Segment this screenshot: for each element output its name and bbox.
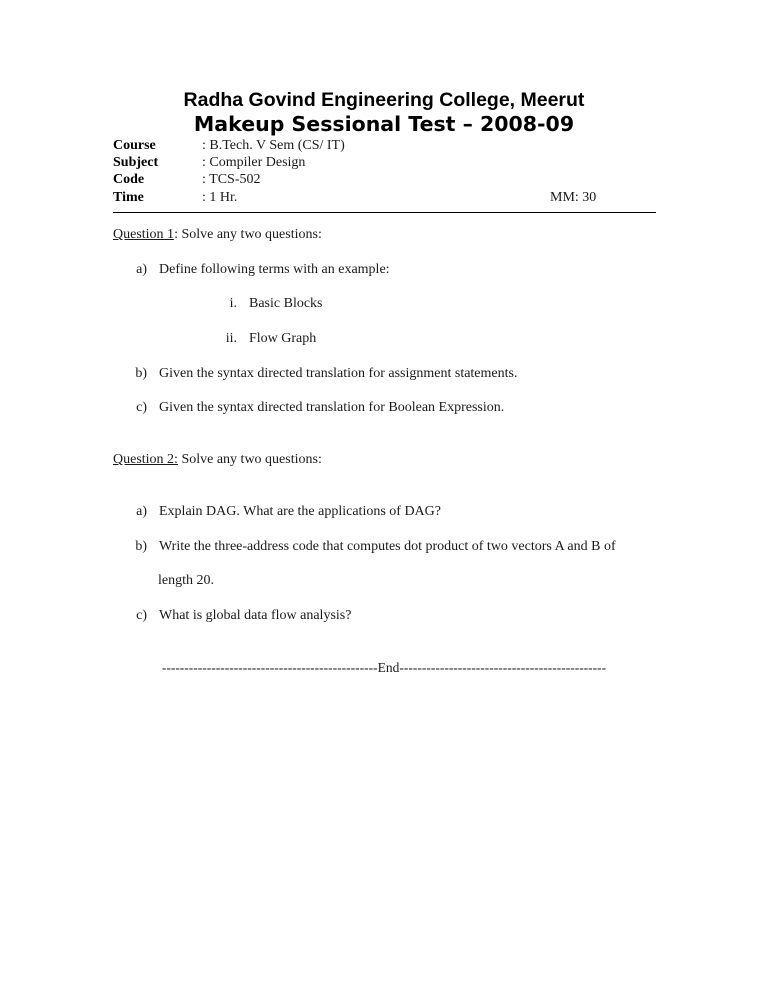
item-text: Write the three-address code that computes dot product of two vectors A and B of — [159, 539, 616, 554]
max-marks: MM: 30 — [550, 190, 597, 205]
item-text: Define following terms with an example: — [159, 262, 390, 277]
question-1-instruction: : Solve any two questions: — [174, 227, 322, 242]
subject-label: Subject — [113, 155, 159, 170]
item-text-continuation: length 20. — [158, 573, 214, 588]
item-marker: b) — [135, 366, 147, 381]
item-text: Explain DAG. What are the applications of DAG? — [159, 504, 441, 519]
item-marker: a) — [136, 262, 147, 277]
item-marker: c) — [136, 400, 147, 415]
item-text: What is global data flow analysis? — [159, 608, 352, 623]
college-name: Radha Govind Engineering College, Meerut — [183, 89, 585, 111]
question-2-instruction: Solve any two questions: — [177, 452, 322, 467]
course-value: : B.Tech. V Sem (CS/ IT) — [202, 138, 345, 153]
item-marker: c) — [136, 608, 147, 623]
item-marker: i. — [229, 296, 237, 311]
course-label: Course — [113, 138, 156, 153]
test-title: Makeup Sessional Test – 2008-09 — [193, 112, 575, 136]
time-value: : 1 Hr. — [202, 190, 238, 205]
end-marker: ------------------------------------------------End---------------------------------------------- — [161, 660, 607, 675]
item-text: Basic Blocks — [249, 296, 323, 311]
item-text: Given the syntax directed translation for Boolean Expression. — [159, 400, 505, 415]
item-marker: b) — [135, 539, 147, 554]
item-marker: a) — [136, 504, 147, 519]
question-1-label: Question 1 — [113, 227, 175, 242]
question-2-heading — [113, 452, 322, 468]
code-value: : TCS-502 — [202, 172, 261, 187]
code-label: Code — [113, 172, 145, 187]
question-2-label: Question 2: — [113, 452, 178, 467]
time-label: Time — [113, 190, 144, 205]
header-divider — [113, 212, 656, 213]
subject-value: : Compiler Design — [202, 155, 306, 170]
item-text: Given the syntax directed translation for assignment statements. — [159, 366, 518, 381]
item-text: Flow Graph — [249, 331, 317, 346]
question-1-heading — [113, 227, 322, 243]
item-marker: ii. — [225, 331, 237, 346]
